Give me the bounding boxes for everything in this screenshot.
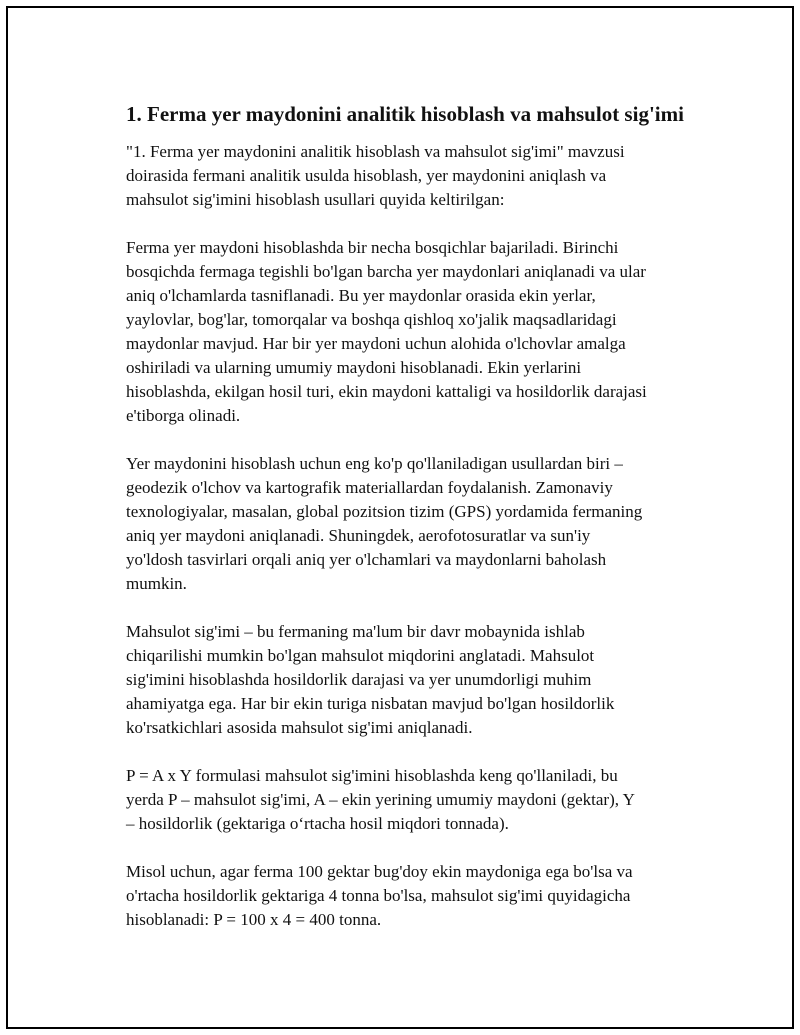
formula-paragraph: P = A x Y formulasi mahsulot sig'imini hisoblashda keng qo'llaniladi, bu yerda P – mahsulot sig'imi, A – ekin yerining umumiy maydoni (gektar), Y – hosildorlik (gektariga o‘rtacha hosil miqdori tonnada). [126, 766, 635, 833]
page-title: 1. Ferma yer maydonini analitik hisoblash va mahsulot sig'imi [126, 102, 684, 126]
page-frame [6, 6, 794, 1029]
measurement-methods-paragraph: Yer maydonini hisoblash uchun eng ko'p qo'llaniladigan usullardan biri – geodezik o'lchov va kartografik materiallardan foydalanish. Zamonaviy texnologiyalar, masalan, global pozitsion tizim (GPS) yordamida fermaning aniq yer maydoni aniqlanadi. Shuningdek, aerofotosuratlar va sun'iy yo'ldosh tasvirlari orqali aniq yer o'lchamlari va maydonlarni baholash mumkin. [126, 454, 643, 593]
intro-paragraph: "1. Ferma yer maydonini analitik hisoblash va mahsulot sig'imi" mavzusi doirasida fermani analitik usulda hisoblash, yer maydonini aniqlash va mahsulot sig'imini hisoblash usullari quyida keltirilgan: [126, 142, 625, 209]
product-capacity-paragraph: Mahsulot sig'imi – bu fermaning ma'lum bir davr mobaynida ishlab chiqarilishi mumkin bo'lgan mahsulot miqdorini anglatadi. Mahsulot sig'imini hisoblashda hosildorlik darajasi va yer unumdorligi muhim ahamiyatga ega. Har bir ekin turiga nisbatan mavjud bo'lgan hosildorlik ko'rsatkichlari asosida mahsulot sig'imi aniqlanadi. [126, 622, 615, 737]
document-body [126, 100, 696, 956]
example-paragraph: Misol uchun, agar ferma 100 gektar bug'doy ekin maydoniga ega bo'lsa va o'rtacha hosildorlik gektariga 4 tonna bo'lsa, mahsulot sig'imi quyidagicha hisoblanadi: P = 100 x 4 = 400 tonna. [126, 862, 633, 929]
land-calculation-paragraph: Ferma yer maydoni hisoblashda bir necha bosqichlar bajariladi. Birinchi bosqichda fermaga tegishli bo'lgan barcha yer maydonlari aniqlanadi va ular aniq o'lchamlarda tasniflanadi. Bu yer maydonlar orasida ekin yerlar, yaylovlar, bog'lar, tomorqalar va boshqa qishloq xo'jalik maqsadlaridagi maydonlar mavjud. Har bir yer maydoni uchun alohida o'lchovlar amalga oshiriladi va ularning umumiy maydoni hisoblanadi. Ekin yerlarini hisoblashda, ekilgan hosil turi, ekin maydoni kattaligi va hosildorlik darajasi e'tiborga olinadi. [126, 238, 647, 425]
